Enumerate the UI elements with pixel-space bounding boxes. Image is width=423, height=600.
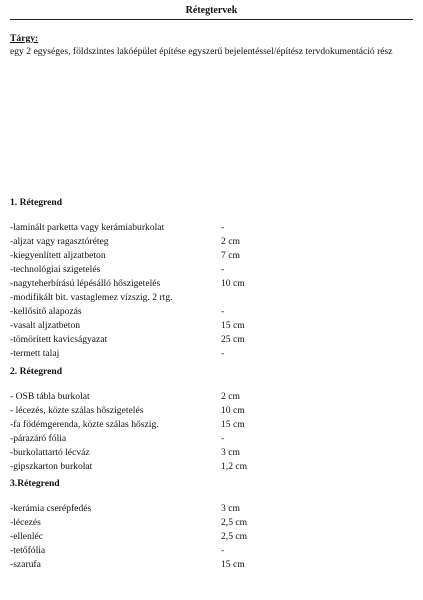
layer-name: -nagyteherbírású lépésálló hőszigetelés	[10, 278, 161, 289]
layer-thickness: 15 cm	[221, 320, 245, 331]
layer-thickness: 2,5 cm	[221, 531, 248, 542]
layer-name: -tömörített kavicságyazat	[10, 334, 108, 345]
layer-name: -burkolattartó lécváz	[10, 447, 90, 458]
layer-thickness: 1,2 cm	[221, 461, 248, 472]
section-3	[10, 477, 410, 572]
layer-row	[10, 418, 410, 432]
layer-row	[10, 558, 410, 572]
layer-thickness: 10 cm	[221, 278, 245, 289]
subject-text: egy 2 egységes, földszintes lakóépület építése egyszerű bejelentéssel/építész tervdokumentáció rész	[10, 46, 393, 57]
layer-name: - OSB tábla burkolat	[10, 391, 90, 402]
layer-name: -kellősítő alapozás	[10, 306, 82, 317]
layer-row	[10, 530, 410, 544]
layer-name: -lécezés	[10, 517, 41, 528]
layer-thickness: -	[221, 545, 225, 556]
layer-row	[10, 516, 410, 530]
layer-thickness: 2 cm	[221, 236, 240, 247]
layer-row	[10, 333, 410, 347]
layer-name: -tetőfólia	[10, 545, 46, 556]
layer-row	[10, 446, 410, 460]
section-title: 3.Rétegrend	[10, 478, 60, 489]
layer-name: -ellenléc	[10, 531, 44, 542]
layer-name: -gipszkarton burkolat	[10, 461, 93, 472]
section-title: 1. Rétegrend	[10, 197, 63, 208]
layer-name: -aljzat vagy ragasztóréteg	[10, 236, 109, 247]
layer-row	[10, 263, 410, 277]
layer-thickness: -	[221, 433, 225, 444]
section-2	[10, 365, 410, 474]
layer-row	[10, 319, 410, 333]
layer-thickness: 15 cm	[221, 559, 245, 570]
page-title: Rétegtervek	[185, 5, 238, 16]
layer-name: -termett talaj	[10, 348, 60, 359]
layer-name: -párazáró fólia	[10, 433, 67, 444]
layer-name: -szarufa	[10, 559, 41, 570]
layer-thickness: 25 cm	[221, 334, 245, 345]
layer-thickness: 2,5 cm	[221, 517, 248, 528]
layer-row	[10, 249, 410, 263]
layer-row	[10, 502, 410, 516]
layer-name: - lécezés, közte szálas hőszigetelés	[10, 405, 144, 416]
title-divider	[10, 19, 413, 20]
layer-name: -kerámia cserépfedés	[10, 503, 92, 514]
section-title: 2. Rétegrend	[10, 366, 63, 377]
section-1	[10, 196, 410, 361]
subject-label: Tárgy:	[10, 33, 39, 44]
layer-name: -kiegyenlített aljzatbeton	[10, 250, 106, 261]
layer-row	[10, 390, 410, 404]
layer-name: -modifikált bit. vastaglemez vízszig. 2 rtg.	[10, 292, 173, 303]
layer-row	[10, 235, 410, 249]
layer-row	[10, 277, 410, 291]
layer-row	[10, 544, 410, 558]
layer-thickness	[221, 291, 281, 305]
layer-name: -technológiai szigetelés	[10, 264, 101, 275]
layer-thickness: -	[221, 222, 225, 233]
layer-row	[10, 305, 410, 319]
layer-row	[10, 221, 410, 235]
layer-name: -fa födémgerenda, közte szálas hőszig.	[10, 419, 159, 430]
layer-row	[10, 347, 410, 361]
layer-thickness: 15 cm	[221, 419, 245, 430]
layer-thickness: -	[221, 348, 225, 359]
layer-thickness: 7 cm	[221, 250, 240, 261]
layer-thickness: -	[221, 264, 225, 275]
layer-row	[10, 432, 410, 446]
layer-row	[10, 404, 410, 418]
layer-thickness: 3 cm	[221, 503, 240, 514]
layer-row	[10, 291, 410, 305]
layer-name: -laminált parketta vagy kerámiaburkolat	[10, 222, 165, 233]
layer-thickness: -	[221, 306, 225, 317]
layer-thickness: 10 cm	[221, 405, 245, 416]
layer-thickness: 2 cm	[221, 391, 240, 402]
layer-thickness: 3 cm	[221, 447, 240, 458]
layer-name: -vasalt aljzatbeton	[10, 320, 81, 331]
layer-row	[10, 460, 410, 474]
